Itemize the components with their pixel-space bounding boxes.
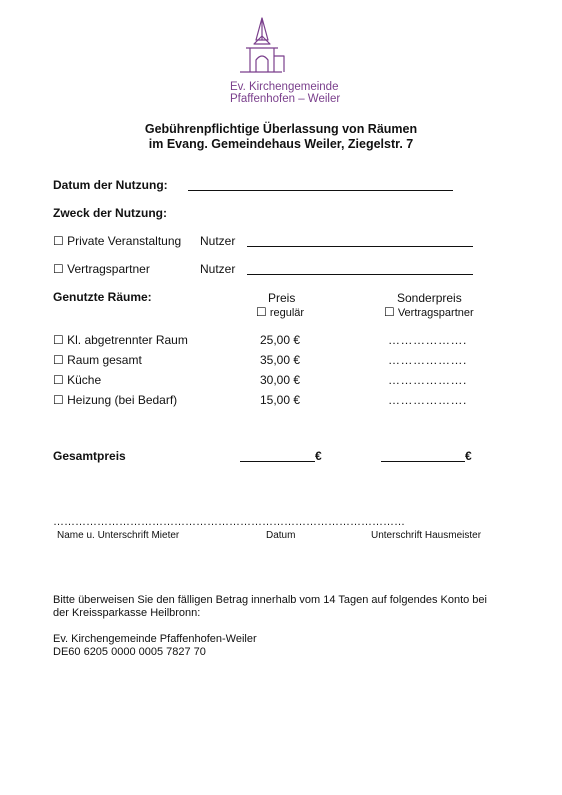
vertrag-label: Vertragspartner [67, 262, 150, 276]
total-special-currency: € [465, 449, 472, 463]
col-sonder-sub-label: Vertragspartner [397, 307, 474, 319]
vertrag-option[interactable] [53, 262, 150, 276]
nutzer-input-line-1[interactable] [247, 246, 473, 247]
payment-text-line-1: Bitte überweisen Sie den fälligen Betrag innerhalb vom 14 Tagen auf folgendes Konto bei [53, 594, 487, 606]
checkbox-icon[interactable]: ☐ [53, 262, 64, 276]
logo-line-2: Pfaffenhofen – Weiler [230, 93, 341, 105]
checkbox-icon[interactable]: ☐ [256, 305, 267, 319]
col-sonder-sub[interactable] [384, 305, 474, 319]
col-preis-header: Preis [268, 291, 296, 305]
checkbox-icon[interactable]: ☐ [53, 353, 64, 367]
col-preis-sub-label: regulär [269, 307, 305, 319]
room-option[interactable] [53, 333, 188, 347]
total-regular-input-line[interactable] [240, 461, 315, 462]
signature-datum-label: Datum [266, 530, 296, 541]
datum-label: Datum der Nutzung: [53, 178, 168, 192]
room-name: Küche [67, 373, 102, 387]
room-special-price[interactable]: ………………. [388, 353, 467, 367]
nutzer-input-line-2[interactable] [247, 274, 473, 275]
total-special-input-line[interactable] [381, 461, 465, 462]
room-special-price[interactable]: ………………. [388, 373, 467, 387]
col-sonder-header: Sonderpreis [397, 291, 462, 305]
room-price: 35,00 € [260, 353, 301, 367]
logo-text [230, 81, 340, 105]
room-name: Heizung (bei Bedarf) [67, 393, 178, 407]
checkbox-icon[interactable]: ☐ [384, 305, 395, 319]
payment-text-line-2: der Kreissparkasse Heilbronn: [53, 607, 201, 619]
total-label: Gesamtpreis [53, 449, 126, 463]
room-price: 30,00 € [260, 373, 301, 387]
signature-dotted-line[interactable]: …………………………………………………………………………………… [53, 516, 405, 528]
room-option[interactable] [53, 373, 101, 387]
account-name: Ev. Kirchengemeinde Pfaffenhofen-Weiler [53, 633, 257, 645]
account-iban: DE60 6205 0000 0005 7827 70 [53, 646, 206, 658]
checkbox-icon[interactable]: ☐ [53, 373, 64, 387]
room-name: Kl. abgetrennter Raum [67, 333, 188, 347]
room-price: 15,00 € [260, 393, 301, 407]
document-title-line-1: Gebührenpflichtige Überlassung von Räumen [144, 122, 418, 136]
signature-mieter-label: Name u. Unterschrift Mieter [57, 530, 180, 541]
signature-hausmeister-label: Unterschrift Hausmeister [371, 530, 482, 541]
checkbox-icon[interactable]: ☐ [53, 333, 64, 347]
col-preis-sub[interactable] [256, 305, 304, 319]
church-logo-icon [232, 14, 292, 80]
logo-line-1: Ev. Kirchengemeinde [230, 81, 339, 93]
room-price: 25,00 € [260, 333, 301, 347]
datum-input-line[interactable] [188, 190, 453, 191]
document-title-line-2: im Evang. Gemeindehaus Weiler, Ziegelstr. 7 [148, 137, 414, 151]
total-regular-currency: € [315, 449, 322, 463]
nutzer-label-2: Nutzer [200, 262, 236, 276]
checkbox-icon[interactable]: ☐ [53, 393, 64, 407]
room-special-price[interactable]: ………………. [388, 333, 467, 347]
zweck-label: Zweck der Nutzung: [53, 206, 168, 220]
room-special-price[interactable]: ………………. [388, 393, 467, 407]
private-label: Private Veranstaltung [67, 234, 182, 248]
room-option[interactable] [53, 353, 142, 367]
room-name: Raum gesamt [67, 353, 142, 367]
rooms-header: Genutzte Räume: [53, 290, 152, 304]
room-option[interactable] [53, 393, 177, 407]
private-option[interactable] [53, 234, 181, 248]
nutzer-label-1: Nutzer [200, 234, 236, 248]
checkbox-icon[interactable]: ☐ [53, 234, 64, 248]
